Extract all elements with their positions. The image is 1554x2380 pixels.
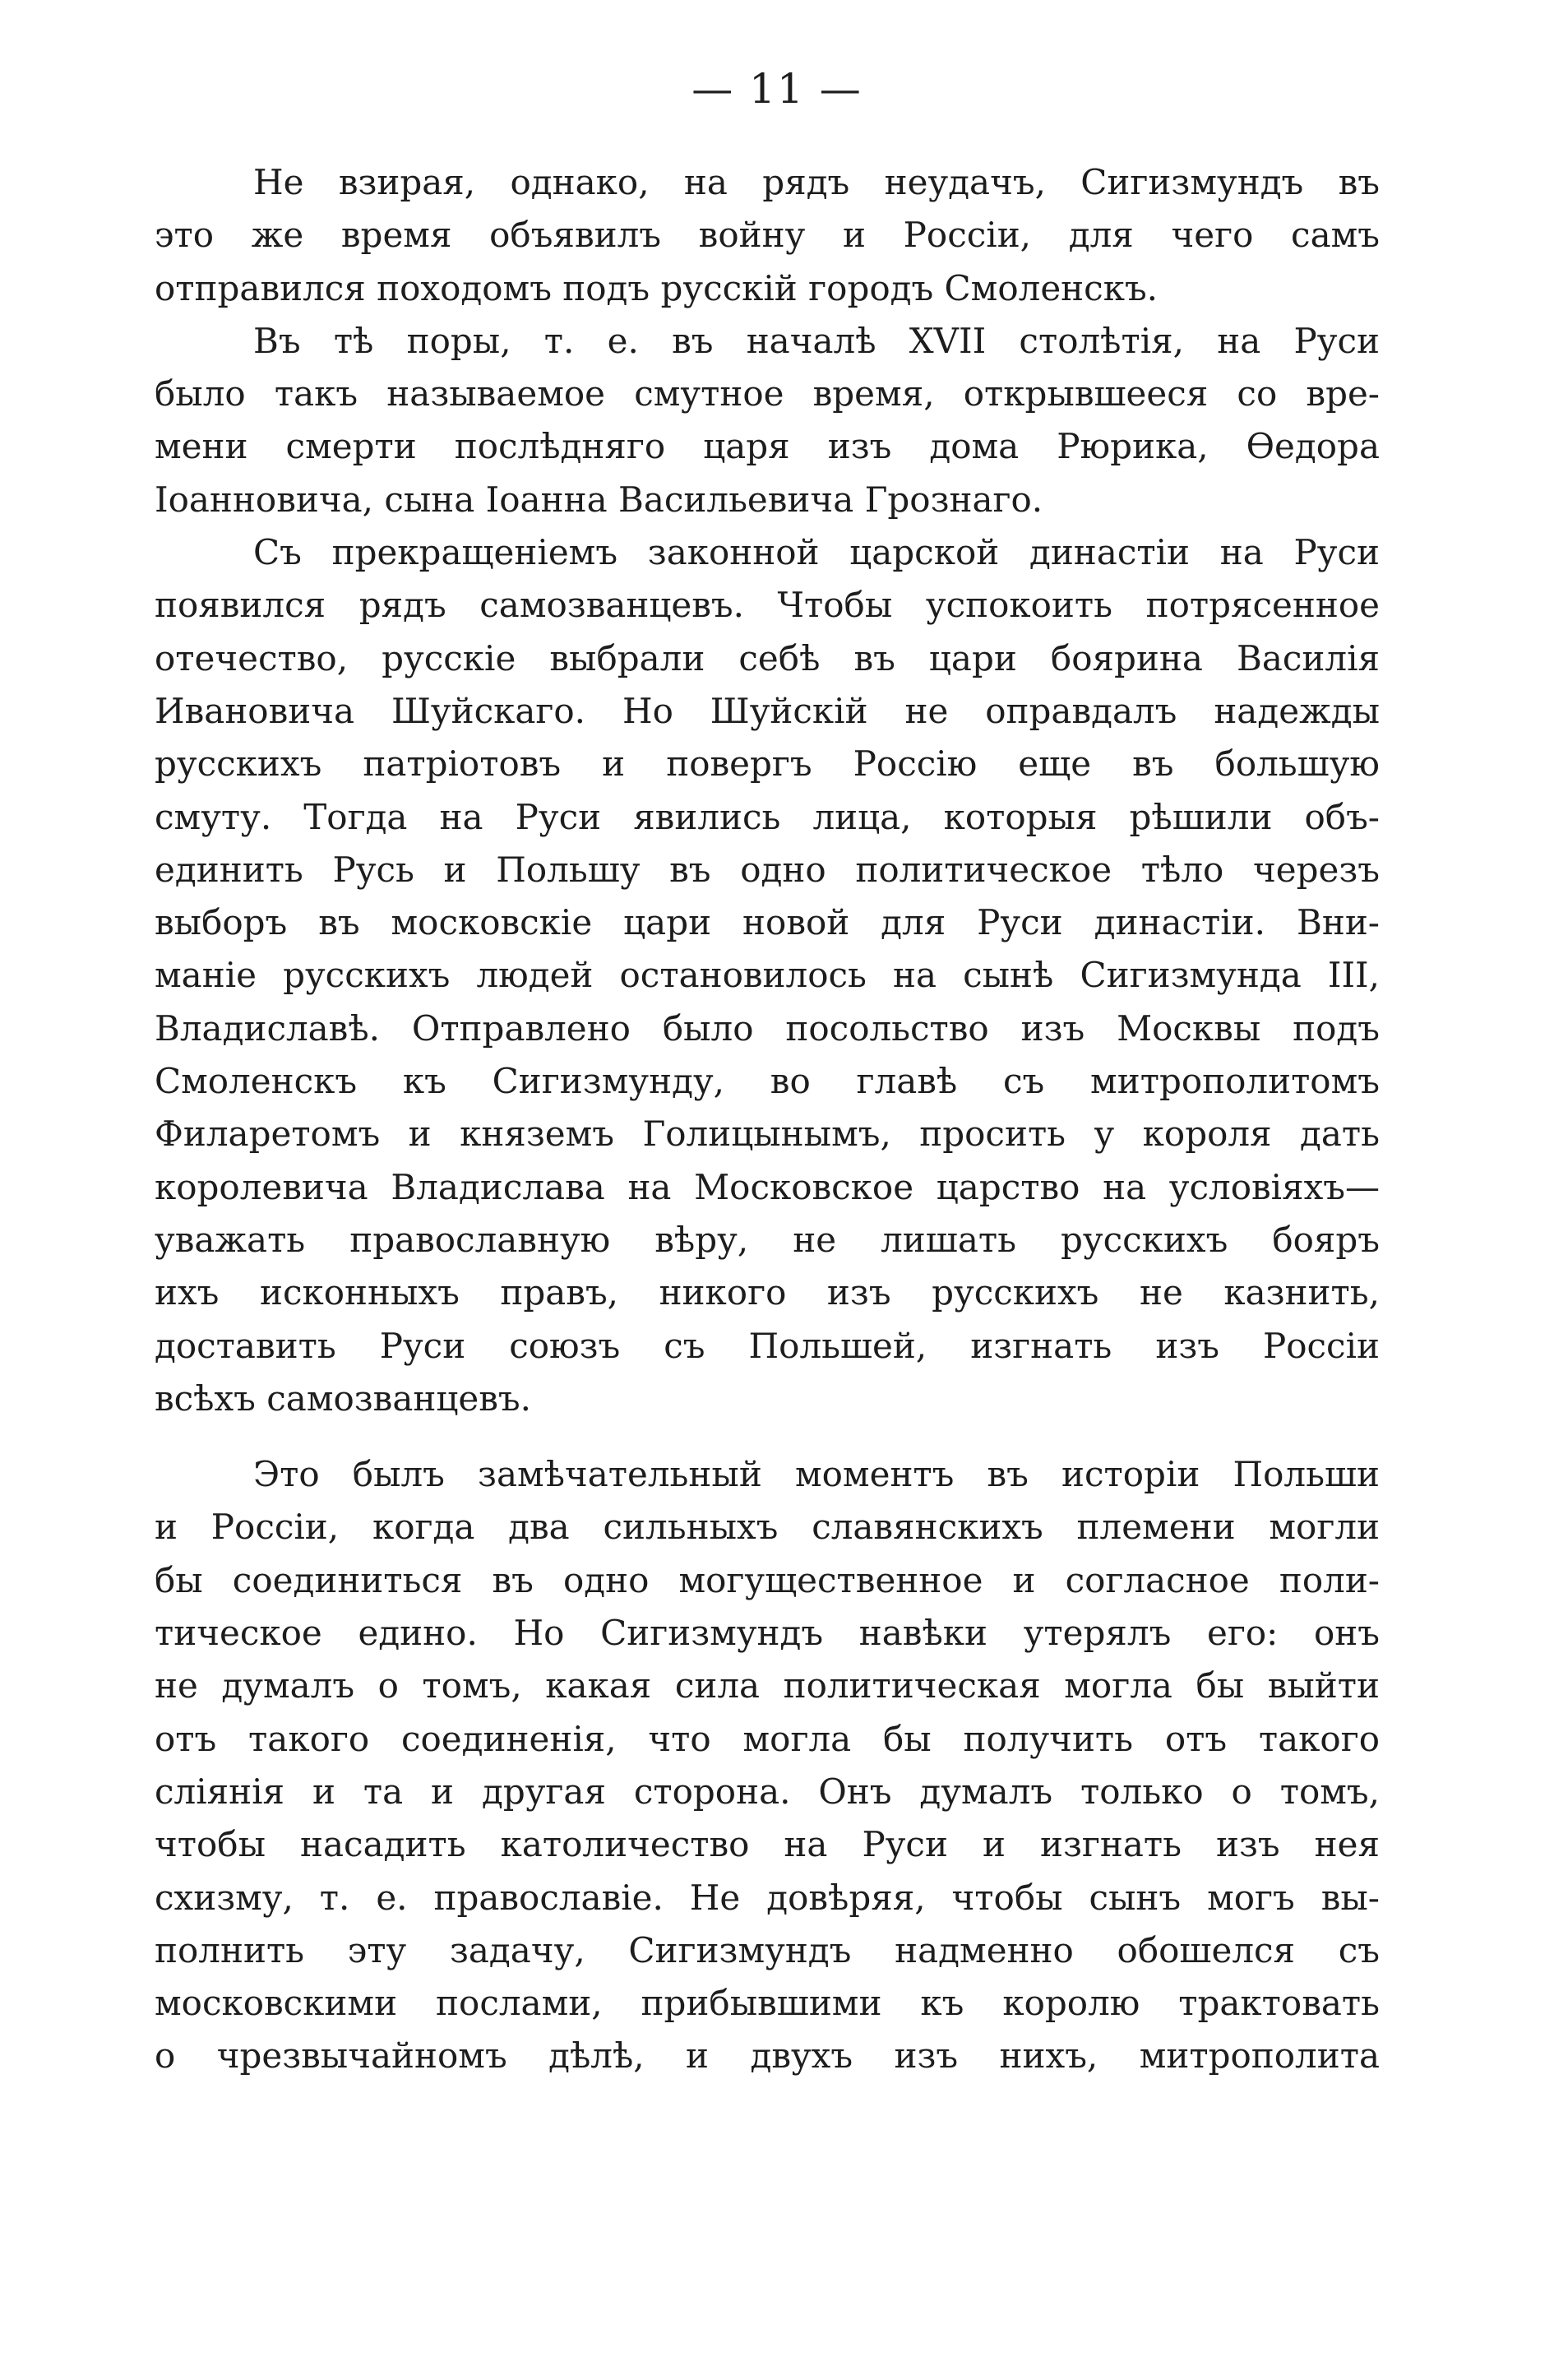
text-line: и Россіи, когда два сильныхъ славянскихъ племени могли bbox=[155, 1507, 1380, 1548]
text-line: единить Русь и Польшу въ одно политическое тѣло черезъ bbox=[155, 849, 1380, 890]
text-line: схизму, т. е. православіе. Не довѣряя, чтобы сынъ могъ вы- bbox=[155, 1877, 1380, 1918]
text-line: Въ тѣ поры, т. е. въ началѣ XVII столѣтія, на Руси bbox=[253, 320, 1380, 361]
text-line: отправился походомъ подъ русскій городъ Смоленскъ. bbox=[155, 267, 1159, 308]
text-line: сліянія и та и другая сторона. Онъ думалъ только о томъ, bbox=[155, 1771, 1380, 1812]
text-line: русскихъ патріотовъ и повергъ Россію еще въ большую bbox=[155, 743, 1380, 785]
text-line: тическое едино. Но Сигизмундъ навѣки утерялъ его: онъ bbox=[155, 1613, 1380, 1654]
text-line: не думалъ о томъ, какая сила политическая могла бы выйти bbox=[155, 1665, 1380, 1706]
text-line: маніе русскихъ людей остановилось на сынѣ Сигизмунда III, bbox=[155, 955, 1380, 996]
text-line: отъ такого соединенія, что могла бы получить отъ такого bbox=[155, 1718, 1380, 1759]
text-line: это же время объявилъ войну и Россіи, для чего самъ bbox=[155, 215, 1380, 256]
text-line: Владиславѣ. Отправлено было посольство изъ Москвы подъ bbox=[155, 1007, 1380, 1049]
text-line: Филаретомъ и княземъ Голицынымъ, просить у короля дать bbox=[155, 1114, 1380, 1155]
text-line: было такъ называемое смутное время, открывшееся со вре- bbox=[155, 373, 1380, 414]
text-line: смуту. Тогда на Руси явились лица, которыя рѣшили объ- bbox=[155, 796, 1380, 837]
text-line: московскими послами, прибывшими къ королю трактовать bbox=[155, 1983, 1380, 2024]
text-line: мени смерти послѣдняго царя изъ дома Рюрика, Өедора bbox=[155, 426, 1380, 467]
text-line: о чрезвычайномъ дѣлѣ, и двухъ изъ нихъ, митрополита bbox=[155, 2035, 1380, 2077]
text-line: выборъ въ московскіе цари новой для Руси династіи. Вни- bbox=[155, 902, 1380, 943]
text-line: Не взирая, однако, на рядъ неудачъ, Сигизмундъ въ bbox=[253, 162, 1380, 202]
text-line: уважать православную вѣру, не лишать русскихъ бояръ bbox=[155, 1219, 1380, 1260]
text-line: доставить Руси союзъ съ Польшей, изгнать изъ Россіи bbox=[155, 1325, 1380, 1366]
text-line: Съ прекращеніемъ законной царской династіи на Руси bbox=[253, 532, 1380, 573]
text-line: Ивановича Шуйскаго. Но Шуйскій не оправдалъ надежды bbox=[155, 690, 1380, 731]
text-line: Іоанновича, сына Іоанна Васильевича Грознаго. bbox=[155, 479, 1043, 520]
text-line: чтобы насадить католичество на Руси и изгнать изъ нея bbox=[155, 1824, 1380, 1865]
text-line: полнить эту задачу, Сигизмундъ надменно обошелся съ bbox=[155, 1929, 1380, 1970]
text-line: отечество, русскіе выбрали себѣ въ цари боярина Василія bbox=[155, 637, 1380, 678]
text-line: королевича Владислава на Московское царство на условіяхъ— bbox=[155, 1166, 1380, 1207]
text-line: появился рядъ самозванцевъ. Чтобы успокоить потрясенное bbox=[155, 585, 1380, 626]
text-line: ихъ исконныхъ правъ, никого изъ русскихъ не казнить, bbox=[155, 1272, 1380, 1313]
text-line: Смоленскъ къ Сигизмунду, во главѣ съ митрополитомъ bbox=[155, 1061, 1380, 1102]
text-body bbox=[155, 156, 1380, 2083]
page-number: — 11 — bbox=[691, 65, 863, 113]
text-line: бы соединиться въ одно могущественное и согласное поли- bbox=[155, 1559, 1380, 1600]
text-line: Это былъ замѣчательный моментъ въ исторіи Польши bbox=[253, 1454, 1380, 1495]
text-line: всѣхъ самозванцевъ. bbox=[155, 1378, 531, 1419]
